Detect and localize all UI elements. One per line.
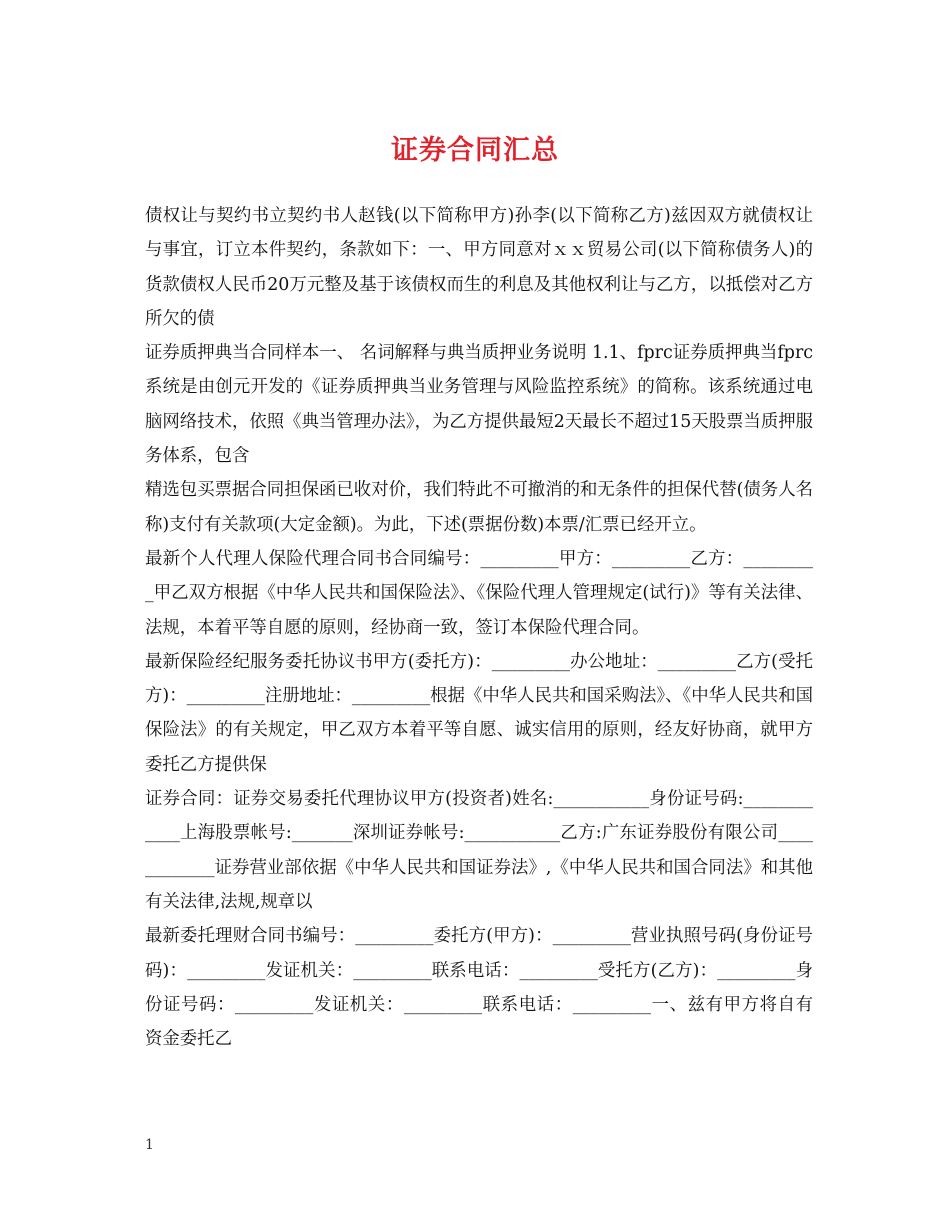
- paragraph-forfaiting-guarantee: 精选包买票据合同担保函已收对价，我们特此不可撤消的和无条件的担保代替(债务人名称)支付有关款项(大定金额)。为此，下述(票据份数)本票/汇票已经开立。: [145, 480, 813, 535]
- paragraph-entrusted-finance: 最新委托理财合同书编号：_________委托方(甲方)：_________营业执照号码(身份证号码)：_________发证机关：_________联系电话：_________受托方(乙方)：_________身份证号码：_________发证机关：_________联系电话：_________一、兹有甲方将自有资金委托乙: [145, 926, 813, 1050]
- paragraph-securities-pledge: 证券质押典当合同样本一、 名词解释与典当质押业务说明 1.1、fprc证券质押典当fprc系统是由创元开发的《证券质押典当业务管理与风险监控系统》的简称。该系统通过电脑网络技术，依照《典当管理办法》，为乙方提供最短2天最长不超过15天股票当质押服务体系，包含: [145, 343, 813, 467]
- document-title: 证券合同汇总: [391, 135, 559, 166]
- paragraph-debt-transfer: 债权让与契约书立契约书人赵钱(以下简称甲方)孙李(以下简称乙方)兹因双方就债权让与事宜，订立本件契约，条款如下：一、甲方同意对ｘｘ贸易公司(以下简称债务人)的货款债权人民币20万元整及基于该债权而生的利息及其他权利让与乙方，以抵偿对乙方所欠的债: [145, 206, 813, 329]
- paragraph-securities-trading: 证券合同：证券交易委托代理协议甲方(投资者)姓名:___________身份证号码:____________上海股票帐号:_______深圳证券帐号:___________乙方:广东证券股份有限公司____________证券营业部依据《中华人民共和国证券法》,《中华人民共和国合同法》和其他有关法律,法规,规章以: [145, 789, 813, 912]
- page-number: 1: [145, 1137, 154, 1153]
- document-body: [145, 199, 813, 1056]
- paragraph-insurance-broker: 最新保险经纪服务委托协议书甲方(委托方)：_________办公地址：_________乙方(受托方)：_________注册地址：_________根据《中华人民共和国采购法》、《中华人民共和国保险法》的有关规定，甲乙双方本着平等自愿、诚实信用的原则，经友好协商，就甲方委托乙方提供保: [145, 651, 813, 775]
- paragraph-insurance-agent: 最新个人代理人保险代理合同书合同编号：_________甲方：_________乙方：_________甲乙双方根据《中华人民共和国保险法》、《保险代理人管理规定(试行)》等有关法律、法规，本着平等自愿的原则，经协商一致，签订本保险代理合同。: [145, 548, 813, 638]
